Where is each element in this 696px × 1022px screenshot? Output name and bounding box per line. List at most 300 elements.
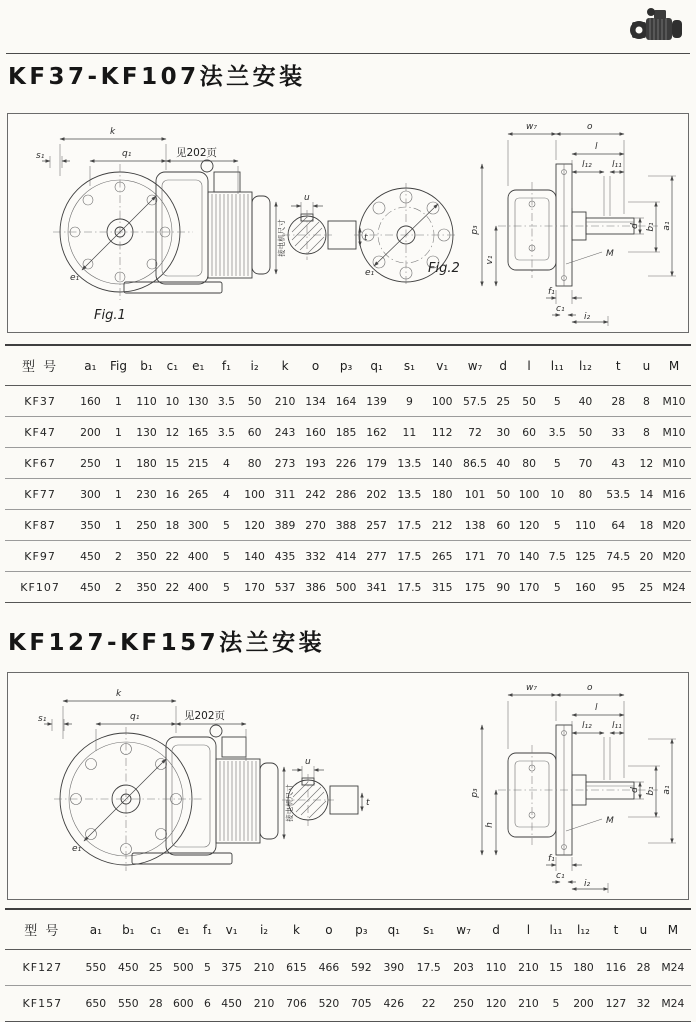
value-cell: 30 — [493, 417, 514, 448]
column-header: v₁ — [215, 909, 247, 950]
value-cell: 14 — [636, 479, 657, 510]
value-cell: 138 — [457, 510, 492, 541]
header-row — [5, 345, 691, 386]
dim-label-q1: q₁ — [130, 712, 140, 722]
column-header: l₁₂ — [570, 345, 601, 386]
value-cell: 17.5 — [410, 950, 447, 986]
table-row — [5, 417, 691, 448]
column-header: d — [480, 909, 512, 950]
value-cell: 127 — [600, 986, 632, 1022]
value-cell: 11 — [392, 417, 427, 448]
value-cell: 25 — [636, 572, 657, 603]
value-cell: 400 — [183, 572, 214, 603]
model-cell: KF97 — [5, 541, 75, 572]
dim-label-a1: a₁ — [662, 785, 672, 795]
value-cell: 179 — [361, 448, 392, 479]
value-cell: M20 — [657, 541, 691, 572]
model-cell: KF107 — [5, 572, 75, 603]
value-cell: 120 — [514, 510, 545, 541]
dim-label-c1: c₁ — [556, 304, 565, 314]
header-row — [5, 909, 691, 950]
value-cell: 1 — [106, 417, 132, 448]
value-cell: 22 — [410, 986, 447, 1022]
value-cell: 160 — [75, 386, 106, 417]
value-cell: 350 — [75, 510, 106, 541]
column-header: M — [657, 345, 691, 386]
dim-label-w7: w₇ — [526, 683, 537, 693]
value-cell: 300 — [183, 510, 214, 541]
column-header: w₇ — [457, 345, 492, 386]
value-cell: 386 — [300, 572, 331, 603]
column-header: q₁ — [361, 345, 392, 386]
value-cell: 60 — [239, 417, 270, 448]
value-cell: 450 — [75, 572, 106, 603]
value-cell: 40 — [493, 448, 514, 479]
value-cell: 450 — [215, 986, 247, 1022]
dim-label-i2: i₂ — [584, 879, 591, 889]
dim-label-f1: f₁ — [548, 854, 555, 864]
value-cell: 95 — [601, 572, 636, 603]
dim-label-t: t — [366, 798, 370, 808]
value-cell: 180 — [131, 448, 162, 479]
column-header: 型 号 — [5, 345, 75, 386]
value-cell: M24 — [657, 572, 691, 603]
table-row — [5, 572, 691, 603]
column-header: b₁ — [131, 345, 162, 386]
value-cell: 400 — [183, 541, 214, 572]
value-cell: 4 — [213, 448, 239, 479]
value-cell: 100 — [514, 479, 545, 510]
value-cell: 80 — [239, 448, 270, 479]
value-cell: 273 — [270, 448, 301, 479]
value-cell: M10 — [657, 417, 691, 448]
dim-label-k: k — [116, 689, 122, 699]
dim-label-b1: b₁ — [646, 786, 656, 796]
value-cell: 332 — [300, 541, 331, 572]
table-row — [5, 448, 691, 479]
value-cell: 350 — [131, 541, 162, 572]
value-cell: 202 — [361, 479, 392, 510]
value-cell: 50 — [493, 479, 514, 510]
column-header: c₁ — [162, 345, 183, 386]
value-cell: 18 — [162, 510, 183, 541]
value-cell: 388 — [331, 510, 362, 541]
dim-label-o: o — [587, 122, 593, 132]
value-cell: 28 — [632, 950, 655, 986]
value-cell: 13.5 — [392, 448, 427, 479]
value-cell: 16 — [162, 479, 183, 510]
value-cell: 74.5 — [601, 541, 636, 572]
value-cell: 125 — [570, 541, 601, 572]
value-cell: 215 — [183, 448, 214, 479]
drawing-panel-kf37-kf107 — [7, 113, 689, 333]
value-cell: 40 — [570, 386, 601, 417]
column-header: q₁ — [378, 909, 410, 950]
see-page-note: 见202页 — [184, 710, 226, 722]
value-cell: 15 — [162, 448, 183, 479]
value-cell: 300 — [75, 479, 106, 510]
dim-label-l11: l₁₁ — [612, 160, 622, 170]
value-cell: 250 — [75, 448, 106, 479]
dim-label-q1: q₁ — [122, 149, 132, 159]
value-cell: 8 — [636, 386, 657, 417]
table-kf127-kf157 — [5, 908, 691, 1022]
gearmotor-logo-icon — [630, 6, 688, 48]
column-header: w₇ — [447, 909, 479, 950]
column-header: s₁ — [410, 909, 447, 950]
column-header: f₁ — [213, 345, 239, 386]
value-cell: 80 — [570, 479, 601, 510]
value-cell: 389 — [270, 510, 301, 541]
column-header: M — [655, 909, 691, 950]
value-cell: 200 — [567, 986, 599, 1022]
technical-drawing-1 — [8, 114, 688, 330]
table-row — [5, 510, 691, 541]
value-cell: 180 — [567, 950, 599, 986]
section1-title: KF37-KF107法兰安装 — [8, 64, 306, 90]
value-cell: 350 — [131, 572, 162, 603]
value-cell: 101 — [457, 479, 492, 510]
thread-label-M: M — [606, 249, 614, 259]
column-header: t — [600, 909, 632, 950]
value-cell: 257 — [361, 510, 392, 541]
value-cell: 53.5 — [601, 479, 636, 510]
shaft-section-detail — [282, 193, 368, 260]
value-cell: 3.5 — [544, 417, 570, 448]
column-header: k — [270, 345, 301, 386]
value-cell: 450 — [75, 541, 106, 572]
column-header: t — [601, 345, 636, 386]
value-cell: 170 — [514, 572, 545, 603]
value-cell: 25 — [493, 386, 514, 417]
table-row — [5, 479, 691, 510]
value-cell: 226 — [331, 448, 362, 479]
model-cell: KF37 — [5, 386, 75, 417]
value-cell: 100 — [427, 386, 458, 417]
value-cell: 375 — [215, 950, 247, 986]
dim-label-a1: a₁ — [662, 221, 672, 231]
dimension-table-kf127-kf157 — [5, 908, 691, 1022]
value-cell: 520 — [313, 986, 345, 1022]
column-header: a₁ — [80, 909, 112, 950]
column-header: k — [280, 909, 312, 950]
value-cell: 7.5 — [544, 541, 570, 572]
value-cell: 139 — [361, 386, 392, 417]
value-cell: 50 — [570, 417, 601, 448]
value-cell: 170 — [239, 572, 270, 603]
value-cell: 315 — [427, 572, 458, 603]
gearmotor-side-view — [60, 725, 278, 865]
dim-label-s1: s₁ — [36, 151, 45, 161]
value-cell: 164 — [331, 386, 362, 417]
column-header: s₁ — [392, 345, 427, 386]
value-cell: 1 — [106, 448, 132, 479]
fig1-gearmotor-side-view — [60, 160, 270, 293]
column-header: i₂ — [248, 909, 280, 950]
dim-label-e1: e₁ — [72, 844, 82, 854]
technical-drawing-2 — [8, 673, 688, 899]
value-cell: 2 — [106, 572, 132, 603]
dim-label-e1: e₁ — [70, 273, 80, 283]
value-cell: 2 — [106, 541, 132, 572]
column-header: u — [636, 345, 657, 386]
value-cell: 22 — [162, 541, 183, 572]
value-cell: 592 — [345, 950, 377, 986]
dim-label-d: d — [630, 223, 640, 229]
dim-label-p3: p₃ — [470, 225, 480, 235]
value-cell: 43 — [601, 448, 636, 479]
value-cell: 175 — [457, 572, 492, 603]
section-view — [470, 683, 676, 893]
value-cell: 5 — [544, 510, 570, 541]
value-cell: 110 — [480, 950, 512, 986]
value-cell: 450 — [112, 950, 144, 986]
value-cell: 193 — [300, 448, 331, 479]
model-cell: KF157 — [5, 986, 80, 1022]
value-cell: 116 — [600, 950, 632, 986]
value-cell: 500 — [331, 572, 362, 603]
fig2-label: Fig.2 — [428, 261, 460, 276]
value-cell: 86.5 — [457, 448, 492, 479]
value-cell: 171 — [457, 541, 492, 572]
value-cell: 10 — [544, 479, 570, 510]
dim-label-b1: b₁ — [646, 222, 656, 232]
value-cell: 140 — [427, 448, 458, 479]
value-cell: 64 — [601, 510, 636, 541]
value-cell: 25 — [145, 950, 168, 986]
column-header: l₁₁ — [544, 345, 570, 386]
value-cell: 600 — [167, 986, 199, 1022]
value-cell: 28 — [601, 386, 636, 417]
value-cell: M24 — [655, 986, 691, 1022]
value-cell: 165 — [183, 417, 214, 448]
value-cell: 210 — [248, 950, 280, 986]
value-cell: 265 — [427, 541, 458, 572]
column-header: i₂ — [239, 345, 270, 386]
column-header: f₁ — [200, 909, 216, 950]
value-cell: M10 — [657, 386, 691, 417]
value-cell: 140 — [514, 541, 545, 572]
value-cell: 286 — [331, 479, 362, 510]
column-header: l₁₂ — [567, 909, 599, 950]
value-cell: 134 — [300, 386, 331, 417]
value-cell: 250 — [131, 510, 162, 541]
value-cell: 120 — [239, 510, 270, 541]
model-cell: KF47 — [5, 417, 75, 448]
value-cell: 9 — [392, 386, 427, 417]
value-cell: 72 — [457, 417, 492, 448]
value-cell: M20 — [657, 510, 691, 541]
value-cell: 4 — [213, 479, 239, 510]
value-cell: 426 — [378, 986, 410, 1022]
value-cell: 537 — [270, 572, 301, 603]
column-header: o — [313, 909, 345, 950]
value-cell: 435 — [270, 541, 301, 572]
value-cell: 120 — [480, 986, 512, 1022]
value-cell: 277 — [361, 541, 392, 572]
table-row — [5, 986, 691, 1022]
value-cell: 706 — [280, 986, 312, 1022]
value-cell: 341 — [361, 572, 392, 603]
value-cell: 5 — [213, 541, 239, 572]
table-row — [5, 386, 691, 417]
model-cell: KF77 — [5, 479, 75, 510]
fig1-label: Fig.1 — [94, 308, 126, 323]
value-cell: 5 — [213, 572, 239, 603]
model-cell: KF127 — [5, 950, 80, 986]
value-cell: 70 — [570, 448, 601, 479]
value-cell: 12 — [636, 448, 657, 479]
value-cell: 203 — [447, 950, 479, 986]
value-cell: 180 — [427, 479, 458, 510]
column-header: p₃ — [345, 909, 377, 950]
section2-title: KF127-KF157法兰安装 — [8, 630, 326, 656]
value-cell: 70 — [493, 541, 514, 572]
value-cell: 33 — [601, 417, 636, 448]
value-cell: 230 — [131, 479, 162, 510]
value-cell: 242 — [300, 479, 331, 510]
see-page-note: 见202页 — [176, 147, 218, 159]
value-cell: 110 — [570, 510, 601, 541]
value-cell: M10 — [657, 448, 691, 479]
value-cell: 28 — [145, 986, 168, 1022]
value-cell: 140 — [239, 541, 270, 572]
value-cell: 650 — [80, 986, 112, 1022]
value-cell: 22 — [162, 572, 183, 603]
value-cell: 250 — [447, 986, 479, 1022]
dim-label-f1: f₁ — [548, 287, 555, 297]
value-cell: 466 — [313, 950, 345, 986]
value-cell: 17.5 — [392, 541, 427, 572]
column-header: b₁ — [112, 909, 144, 950]
value-cell: 705 — [345, 986, 377, 1022]
table-row — [5, 541, 691, 572]
value-cell: 13.5 — [392, 479, 427, 510]
value-cell: 17.5 — [392, 572, 427, 603]
value-cell: M24 — [655, 950, 691, 986]
dim-label-u: u — [304, 193, 310, 203]
value-cell: 162 — [361, 417, 392, 448]
value-cell: 90 — [493, 572, 514, 603]
column-header: l — [512, 909, 544, 950]
dim-label-d: d — [630, 787, 640, 793]
motor-dim-note: 接电机尺寸 — [285, 784, 294, 822]
value-cell: 112 — [427, 417, 458, 448]
value-cell: 210 — [512, 986, 544, 1022]
value-cell: 243 — [270, 417, 301, 448]
dim-label-o: o — [587, 683, 593, 693]
value-cell: 500 — [167, 950, 199, 986]
dim-label-t: t — [364, 233, 368, 243]
dim-label-c1: c₁ — [556, 871, 565, 881]
value-cell: 210 — [270, 386, 301, 417]
dim-label-u: u — [305, 757, 311, 767]
value-cell: 17.5 — [392, 510, 427, 541]
value-cell: 10 — [162, 386, 183, 417]
value-cell: 130 — [131, 417, 162, 448]
column-header: c₁ — [145, 909, 168, 950]
model-cell: KF87 — [5, 510, 75, 541]
value-cell: 5 — [544, 386, 570, 417]
value-cell: 130 — [183, 386, 214, 417]
value-cell: 50 — [239, 386, 270, 417]
value-cell: 210 — [512, 950, 544, 986]
model-cell: KF67 — [5, 448, 75, 479]
value-cell: 1 — [106, 386, 132, 417]
value-cell: 18 — [636, 510, 657, 541]
value-cell: 15 — [545, 950, 568, 986]
dim-label-p3: p₃ — [470, 788, 480, 798]
value-cell: 1 — [106, 510, 132, 541]
table-kf37-kf107 — [5, 344, 691, 603]
table-row — [5, 950, 691, 986]
value-cell: 210 — [248, 986, 280, 1022]
value-cell: 100 — [239, 479, 270, 510]
column-header: Fig — [106, 345, 132, 386]
column-header: v₁ — [427, 345, 458, 386]
dim-label-e1: e₁ — [365, 268, 375, 278]
value-cell: 311 — [270, 479, 301, 510]
dim-label-l12: l₁₂ — [582, 160, 592, 170]
value-cell: 3.5 — [213, 417, 239, 448]
dim-label-k: k — [110, 127, 116, 137]
column-header: e₁ — [167, 909, 199, 950]
dim-label-l11: l₁₁ — [612, 721, 622, 731]
value-cell: 110 — [131, 386, 162, 417]
dim-label-l12: l₁₂ — [582, 721, 592, 731]
motor-dim-note: 接电机尺寸 — [277, 219, 286, 257]
value-cell: 5 — [545, 986, 568, 1022]
value-cell: 390 — [378, 950, 410, 986]
value-cell: 60 — [514, 417, 545, 448]
dim-label-l: l — [595, 142, 598, 152]
top-rule — [6, 53, 690, 54]
column-header: p₃ — [331, 345, 362, 386]
section-view — [470, 122, 676, 326]
value-cell: 160 — [300, 417, 331, 448]
column-header: e₁ — [183, 345, 214, 386]
column-header: u — [632, 909, 655, 950]
dim-label-i2: i₂ — [584, 312, 591, 322]
value-cell: 80 — [514, 448, 545, 479]
value-cell: 12 — [162, 417, 183, 448]
dimension-table-kf37-kf107 — [5, 344, 691, 603]
value-cell: 6 — [200, 986, 216, 1022]
value-cell: M16 — [657, 479, 691, 510]
value-cell: 414 — [331, 541, 362, 572]
value-cell: 550 — [112, 986, 144, 1022]
value-cell: 5 — [200, 950, 216, 986]
value-cell: 5 — [213, 510, 239, 541]
value-cell: 57.5 — [457, 386, 492, 417]
value-cell: 212 — [427, 510, 458, 541]
value-cell: 615 — [280, 950, 312, 986]
column-header: a₁ — [75, 345, 106, 386]
dim-label-h: h — [485, 822, 495, 828]
value-cell: 550 — [80, 950, 112, 986]
value-cell: 200 — [75, 417, 106, 448]
value-cell: 8 — [636, 417, 657, 448]
value-cell: 5 — [544, 572, 570, 603]
shaft-section-detail — [282, 757, 370, 826]
value-cell: 32 — [632, 986, 655, 1022]
dim-label-v1: v₁ — [485, 255, 495, 265]
value-cell: 185 — [331, 417, 362, 448]
value-cell: 1 — [106, 479, 132, 510]
column-header: d — [493, 345, 514, 386]
value-cell: 60 — [493, 510, 514, 541]
column-header: l₁₁ — [545, 909, 568, 950]
